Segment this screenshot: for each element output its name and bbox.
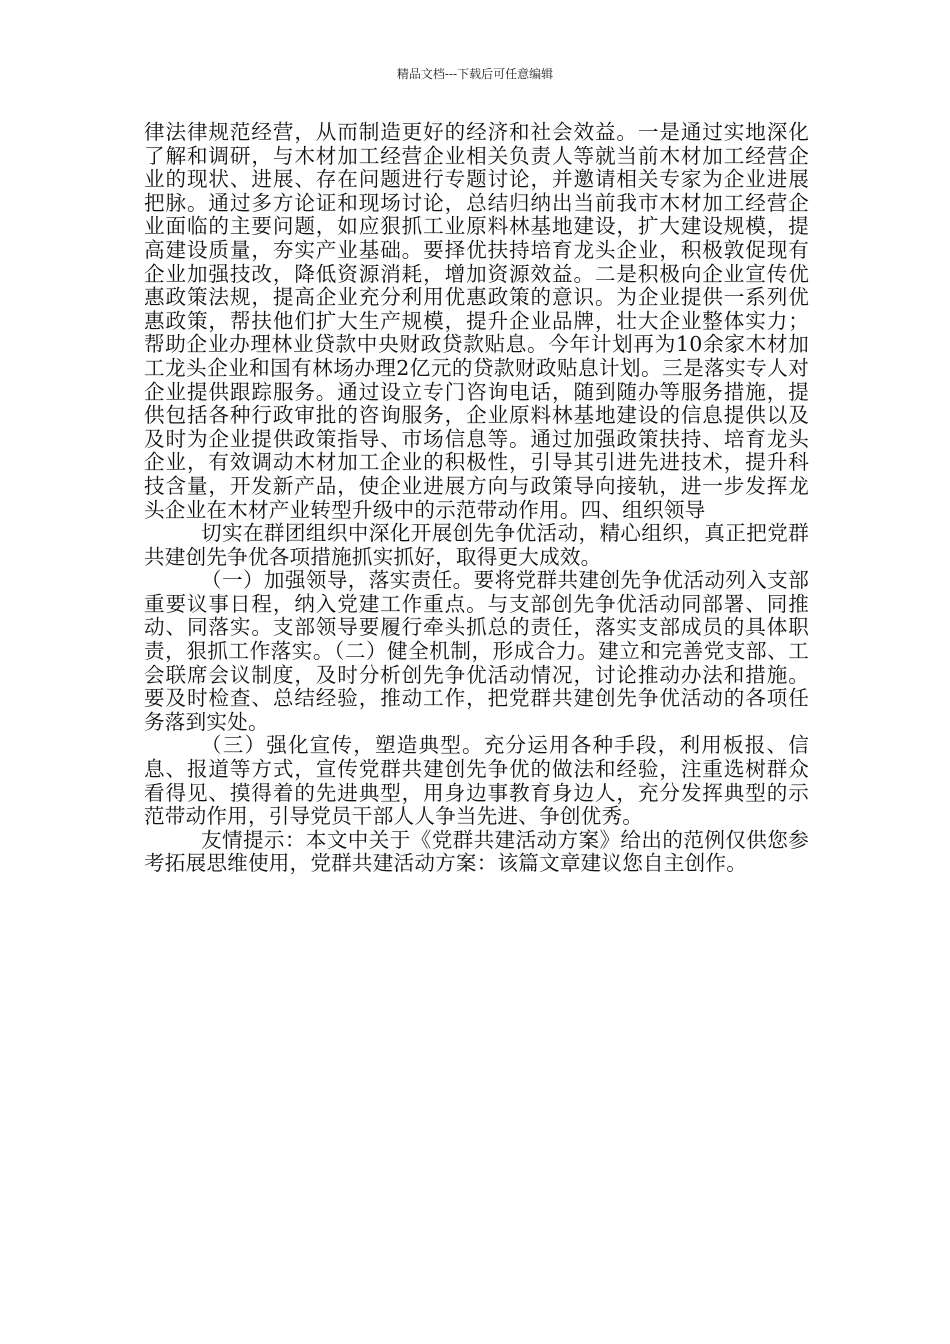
paragraph-3: （一）加强领导，落实责任。要将党群共建创先争优活动列入支部重要议事日程，纳入党建工作重点。与支部创先争优活动同部署、同推动、同落实。支部领导要履行牵头抓总的责任，落实支部成员的具体职责，狠抓工作落实。（二）健全机制，形成合力。建立和完善党支部、工会联席会议制度，及时分析创先争优活动情况，讨论推动办法和措施。要及时检查、总结经验，推动工作，把党群共建创先争优活动的各项任务落到实处。 — [144, 568, 809, 734]
page-header: 精品文档---下载后可任意编辑 — [396, 67, 554, 81]
document-body — [144, 121, 809, 876]
paragraph-2: 切实在群团组织中深化开展创先争优活动，精心组织，真正把党群共建创先争优各项措施抓实抓好，取得更大成效。 — [144, 521, 809, 569]
paragraph-5: 友情提示：本文中关于《党群共建活动方案》给出的范例仅供您参考拓展思维使用，党群共建活动方案：该篇文章建议您自主创作。 — [144, 827, 809, 876]
paragraph-4: （三）强化宣传，塑造典型。充分运用各种手段，利用板报、信息、报道等方式，宣传党群共建创先争优的做法和经验，注重选树群众看得见、摸得着的先进典型，用身边事教育身边人，充分发挥典型的示范带动作用，引导党员干部人人争当先进、争创优秀。 — [144, 733, 809, 829]
paragraph-1: 律法律规范经营，从而制造更好的经济和社会效益。一是通过实地深化了解和调研，与木材加工经营企业相关负责人等就当前木材加工经营企业的现状、进展、存在问题进行专题讨论，并邀请相关专家为企业进展把脉。通过多方论证和现场讨论，总结归纳出当前我市木材加工经营企业面临的主要问题，如应狠抓工业原料林基地建设，扩大建设规模，提高建设质量，夯实产业基础。要择优扶持培育龙头企业，积极敦促现有企业加强技改，降低资源消耗，增加资源效益。二是积极向企业宣传优惠政策法规，提高企业充分利用优惠政策的意识。为企业提供一系列优惠政策，帮扶他们扩大生产规模，提升企业品牌，壮大企业整体实力；帮助企业办理林业贷款中央财政贷款贴息。今年计划再为10余家木材加工龙头企业和国有林场办理2亿元的贷款财政贴息计划。三是落实专人对企业提供跟踪服务。通过设立专门咨询电话，随到随办等服务措施，提供包括各种行政审批的咨询服务，企业原料林基地建设的信息提供以及及时为企业提供政策指导、市场信息等。通过加强政策扶持、培育龙头企业，有效调动木材加工企业的积极性，引导其引进先进技术，提升科技含量，开发新产品，使企业进展方向与政策导向接轨，进一步发挥龙头企业在木材产业转型升级中的示范带动作用。四、组织领导 — [144, 120, 809, 522]
